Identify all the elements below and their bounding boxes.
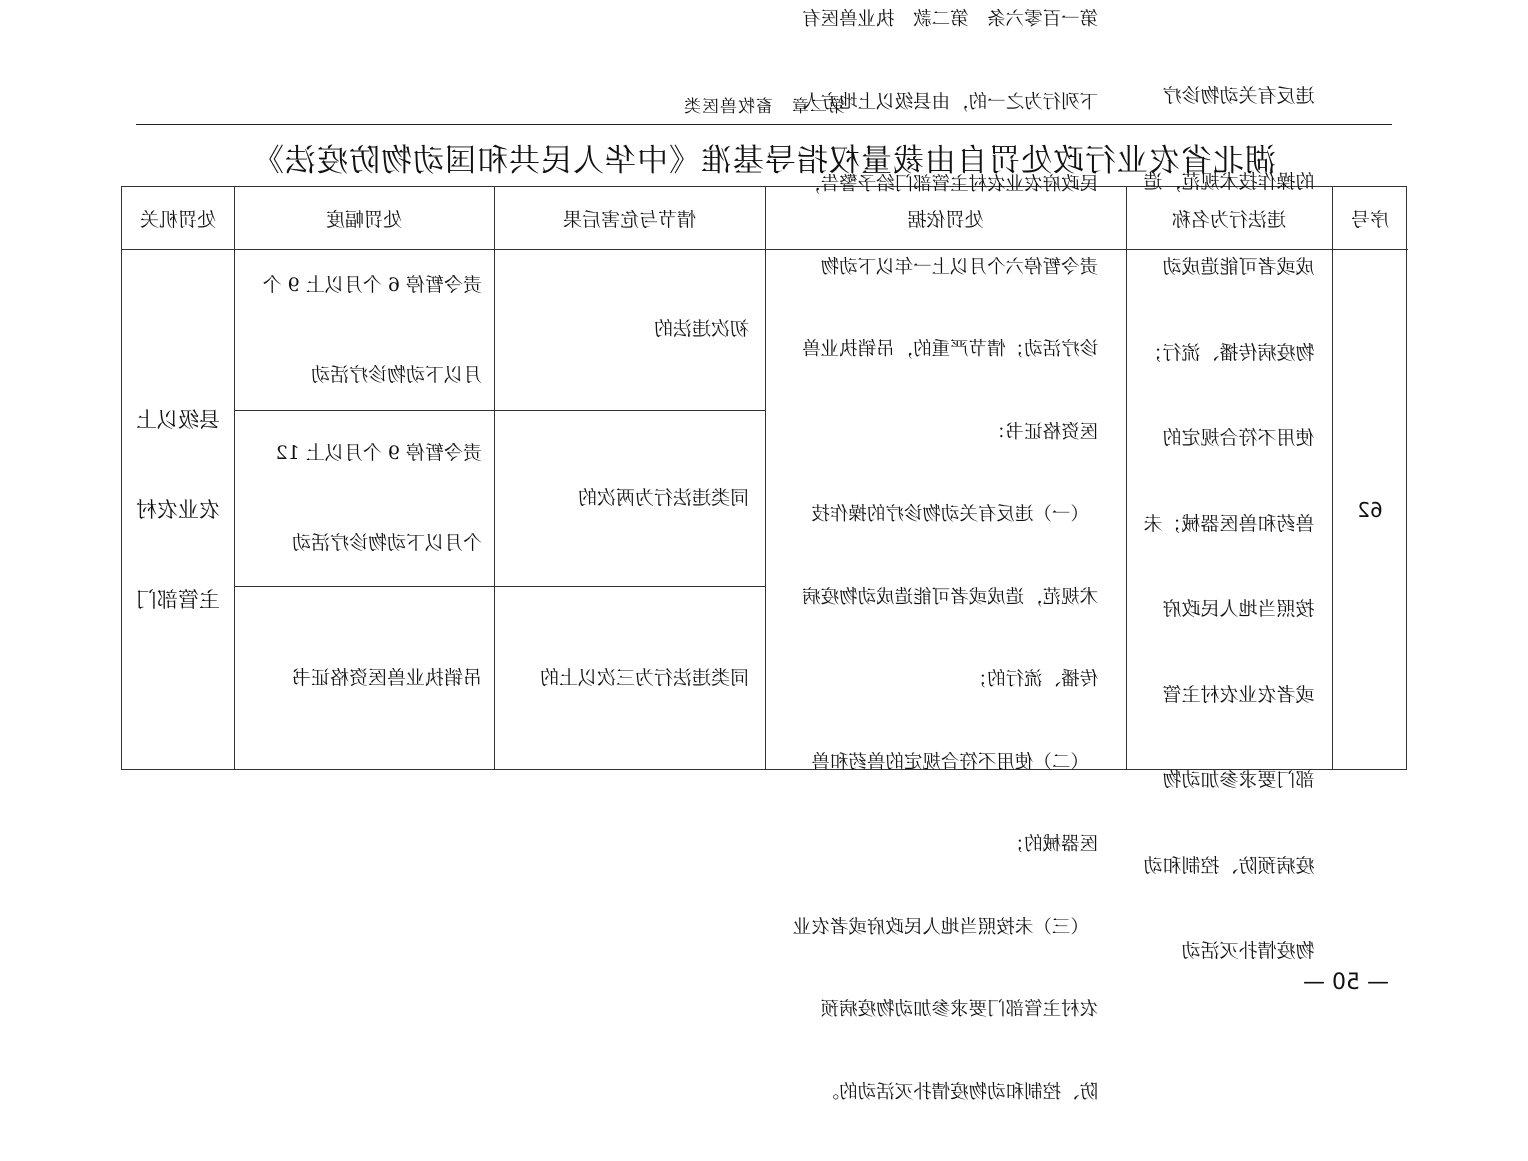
authority-line: 农业农村 bbox=[136, 498, 220, 522]
circumstance-second-offense: 同类违法行为两次的 bbox=[577, 486, 749, 509]
violation-line: 成或者可能造成动 bbox=[1162, 256, 1315, 279]
violation-line: 或者农业农村主管 bbox=[1162, 683, 1315, 706]
basis-line: 下列行为之一的，由县级以上地方人 bbox=[802, 91, 1099, 113]
basis-line: 医资格证书： bbox=[987, 421, 1099, 443]
violation-line: 物疫病传播、流行； bbox=[1143, 341, 1315, 364]
authority-cell bbox=[122, 249, 234, 771]
basis-line: 传播、流行的； bbox=[968, 669, 1099, 691]
violation-line: 疫病预防、控制和动 bbox=[1143, 854, 1315, 877]
basis-line: 术规范，造成或者可能造成动物疫病 bbox=[802, 586, 1099, 608]
basis-line: 防、控制和动物疫情扑灭活动的。 bbox=[820, 1081, 1099, 1103]
penalty-line: 个月以下动物诊疗活动 bbox=[291, 532, 482, 554]
column-header-authority: 处罚机关 bbox=[140, 208, 217, 231]
violation-line: 违反有关动物诊疗 bbox=[1162, 85, 1315, 108]
column-header-violation: 违法行为名称 bbox=[1172, 208, 1287, 231]
basis-line: 诊疗活动；情节严重的，吊销执业兽 bbox=[802, 339, 1099, 361]
violation-line: 部门要求参加动物 bbox=[1162, 769, 1315, 792]
page-number: — 50 — bbox=[1303, 970, 1389, 995]
column-header-number: 序号 bbox=[1351, 208, 1390, 231]
penalty-line: 吊销执业兽医资格证书 bbox=[291, 667, 482, 689]
violation-line: 物疫情扑灭活动 bbox=[1181, 940, 1315, 963]
basis-line: （二）使用不符合规定的兽药和兽 bbox=[811, 751, 1099, 773]
circumstance-first-offense: 初次违法的 bbox=[653, 318, 749, 340]
penalty-line: 责令暂停 6 个月以上 9 个 bbox=[262, 273, 482, 296]
row-number: 62 bbox=[1357, 497, 1383, 522]
violation-line: 按照当地人民政府 bbox=[1162, 598, 1315, 621]
penalty-line: 月以下动物诊疗活动 bbox=[310, 363, 482, 386]
column-header-penalty: 处罚幅度 bbox=[326, 208, 403, 231]
basis-line: 医器械的； bbox=[1005, 834, 1099, 856]
penalty-line: 责令暂停 9 个月以上 12 bbox=[275, 442, 482, 464]
basis-line: 第一百零六条 第二款 执业兽医有 bbox=[802, 9, 1099, 31]
basis-line: 责令暂停六个月以上一年以下动物 bbox=[820, 256, 1099, 278]
column-header-circumstances: 情节与危害后果 bbox=[563, 208, 697, 231]
violation-line: 兽药和兽医器械；未 bbox=[1143, 512, 1315, 535]
authority-line: 主管部门 bbox=[136, 588, 220, 612]
basis-line: （一）违反有关动物诊疗的操作技 bbox=[811, 504, 1099, 526]
violation-line: 使用不符合规定的 bbox=[1162, 427, 1315, 450]
basis-line: 农村主管部门要求参加动物疫病预 bbox=[820, 999, 1099, 1021]
penalty-second-offense bbox=[234, 410, 494, 586]
basis-line: （三）未按照当地人民政府或者农业 bbox=[792, 916, 1099, 938]
chapter-header: 第二章 畜牧兽医类 bbox=[683, 97, 845, 117]
violation-line: 的操作技术规范，造 bbox=[1143, 170, 1315, 193]
column-header-basis: 处罚依据 bbox=[907, 208, 984, 231]
penalty-third-offense bbox=[234, 586, 494, 771]
basis-line: 民政府农业农村主管部门给予警告， bbox=[802, 174, 1099, 196]
circumstance-third-offense: 同类违法行为三次以上的 bbox=[539, 667, 749, 689]
document-title: 湖北省农业行政处罚自由裁量权指导基准《中华人民共和国动物防疫法》 bbox=[252, 143, 1276, 179]
authority-line: 县级以上 bbox=[136, 408, 220, 432]
